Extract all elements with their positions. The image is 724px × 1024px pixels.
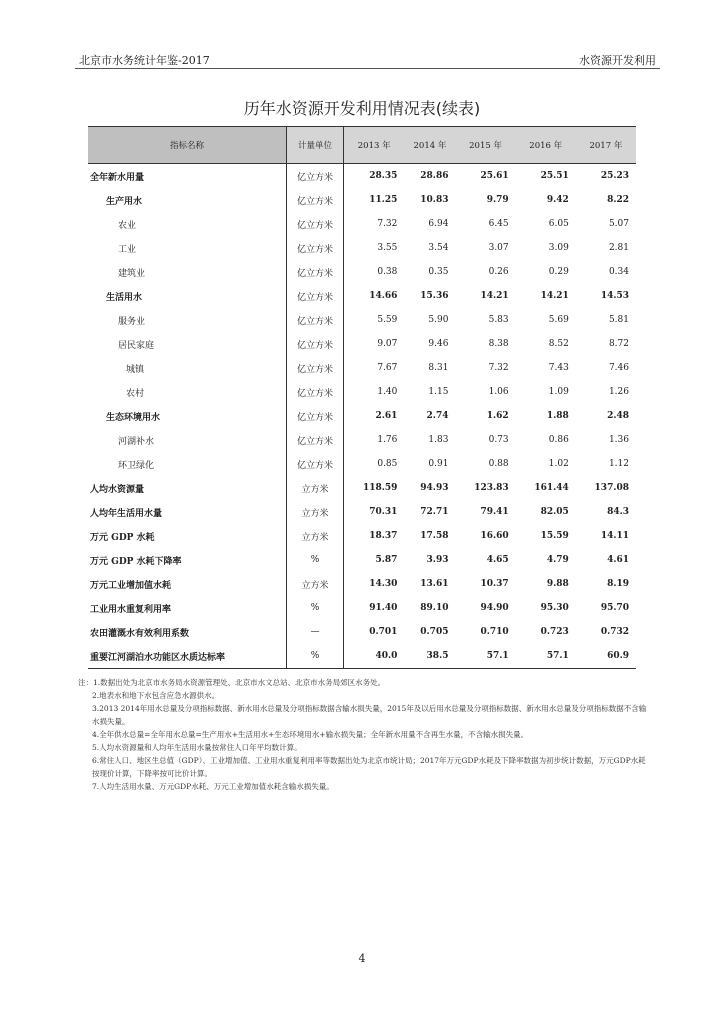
value-cell: 3.54: [428, 243, 449, 253]
table-row: [88, 308, 636, 332]
value-cell: 0.29: [548, 267, 569, 277]
table-row: [88, 596, 636, 620]
table-row: [88, 620, 636, 644]
value-cell: 10.83: [420, 195, 449, 205]
indicator-name: 工业: [118, 244, 137, 255]
value-cell: 0.91: [428, 459, 449, 469]
value-cell: 8.19: [607, 579, 629, 589]
column-header-year: 2015 年: [455, 127, 515, 164]
indicator-name: 重要江河湖泊水功能区水质达标率: [88, 644, 287, 669]
value-cell: 16.60: [480, 531, 509, 541]
value-cell: 5.83: [488, 315, 509, 325]
value-cell: 72.71: [420, 507, 449, 517]
value-cell: 57.1: [516, 644, 576, 669]
value-cell: 7.67: [377, 363, 398, 373]
value-cell: 8.72: [608, 339, 629, 349]
unit-cell: 立方米: [287, 500, 344, 524]
unit-cell: 亿立方米: [287, 260, 344, 284]
value-cell: 1.40: [377, 387, 398, 397]
indicator-name: 城镇: [126, 364, 145, 375]
table-header-row: [88, 127, 636, 164]
footnote: 4.全年供水总量=全年用水总量=生产用水+生活用水+生态环境用水+输水损失量；全年新水用量不含再生水量，不含输水损失量。: [92, 730, 529, 739]
value-cell: 1.62: [486, 411, 509, 421]
value-cell: 60.9: [576, 644, 636, 669]
table-row: [88, 260, 636, 284]
value-cell: 8.52: [548, 339, 569, 349]
value-cell: 0.723: [540, 627, 569, 637]
value-cell: 1.09: [548, 387, 569, 397]
value-cell: 4.61: [607, 555, 629, 565]
indicator-name: 居民家庭: [118, 340, 155, 351]
indicator-name: 环卫绿化: [118, 460, 155, 471]
indicator-name: 人均年生活用水量: [90, 508, 163, 519]
table-row: [88, 476, 636, 500]
value-cell: 57.1: [455, 644, 515, 669]
indicator-name: 万元 GDP 水耗: [90, 532, 155, 543]
value-cell: 5.81: [608, 315, 629, 325]
value-cell: 0.701: [369, 627, 398, 637]
table-row: [88, 164, 636, 189]
value-cell: 123.83: [474, 483, 509, 493]
value-cell: 94.90: [480, 603, 509, 613]
value-cell: 15.36: [420, 291, 449, 301]
value-cell: 3.09: [548, 243, 569, 253]
value-cell: 14.11: [600, 531, 629, 541]
value-cell: 0.26: [488, 267, 509, 277]
unit-cell: 亿立方米: [287, 284, 344, 308]
column-header-year: 2017 年: [576, 127, 636, 164]
value-cell: 38.5: [404, 644, 455, 669]
value-cell: 0.34: [608, 267, 629, 277]
table-row: [88, 500, 636, 524]
unit-cell: 立方米: [287, 524, 344, 548]
page-number: 4: [358, 952, 366, 965]
unit-cell: 亿立方米: [287, 380, 344, 404]
footnote: 注：1.数据出处为北京市水务局水资源管理处、北京市水文总站、北京市水务局郊区水务处。: [78, 678, 386, 687]
value-cell: 14.66: [369, 291, 398, 301]
indicator-name: 农村: [126, 388, 145, 399]
table-row: [88, 644, 636, 669]
value-cell: 1.88: [546, 411, 569, 421]
value-cell: 9.88: [546, 579, 569, 589]
footnotes: [78, 676, 650, 793]
value-cell: 94.93: [420, 483, 449, 493]
unit-cell: 亿立方米: [287, 236, 344, 260]
table-row: [88, 548, 636, 572]
value-cell: 6.05: [548, 219, 569, 229]
indicator-name: 人均水资源量: [90, 484, 145, 495]
table-row: [88, 188, 636, 212]
table-row: [88, 212, 636, 236]
indicator-name: 万元工业增加值水耗: [90, 580, 172, 591]
value-cell: 0.705: [420, 627, 449, 637]
column-header-unit: 计量单位: [287, 127, 344, 164]
value-cell: 9.79: [486, 195, 509, 205]
value-cell: 79.41: [480, 507, 509, 517]
value-cell: 5.87: [375, 555, 398, 565]
indicator-name: 生产用水: [106, 196, 143, 207]
value-cell: 118.59: [362, 483, 398, 493]
value-cell: 15.59: [540, 531, 569, 541]
column-header-year: 2014 年: [404, 127, 455, 164]
value-cell: 25.23: [600, 171, 629, 181]
value-cell: 0.35: [428, 267, 449, 277]
table-row: [88, 404, 636, 428]
value-cell: 5.69: [548, 315, 569, 325]
footnote: 5.人均水资源量和人均年生活用水量按常住人口年平均数计算。: [92, 743, 302, 752]
indicator-name: 建筑业: [118, 268, 146, 279]
value-cell: 3.93: [426, 555, 449, 565]
value-cell: 18.37: [369, 531, 398, 541]
value-cell: 0.73: [488, 435, 509, 445]
value-cell: 2.61: [375, 411, 398, 421]
running-header: [75, 50, 660, 69]
value-cell: 8.38: [488, 339, 509, 349]
value-cell: 9.42: [546, 195, 569, 205]
value-cell: 7.32: [488, 363, 509, 373]
indicator-name: 农业: [118, 220, 137, 231]
table-row: [88, 332, 636, 356]
value-cell: 7.43: [548, 363, 569, 373]
value-cell: 137.08: [594, 483, 629, 493]
value-cell: 1.76: [377, 435, 398, 445]
header-section-title: 水资源开发利用: [579, 54, 656, 67]
column-header-indicator: 指标名称: [88, 127, 287, 164]
value-cell: 95.70: [600, 603, 629, 613]
value-cell: 3.07: [488, 243, 509, 253]
unit-cell: %: [287, 596, 344, 620]
unit-cell: 亿立方米: [287, 212, 344, 236]
value-cell: 9.07: [377, 339, 398, 349]
value-cell: 8.31: [428, 363, 449, 373]
value-cell: 2.48: [607, 411, 629, 421]
value-cell: 5.07: [608, 219, 629, 229]
value-cell: 2.74: [426, 411, 449, 421]
value-cell: 28.35: [369, 171, 398, 181]
unit-cell: %: [287, 548, 344, 572]
table-row: [88, 428, 636, 452]
table-row: [88, 572, 636, 596]
indicator-name: 服务业: [118, 316, 146, 327]
unit-cell: 亿立方米: [287, 356, 344, 380]
indicator-name: 河湖补水: [118, 436, 155, 447]
water-resources-table: [88, 126, 636, 669]
footnote: 7.人均生活用水量、万元GDP水耗、万元工业增加值水耗含输水损失量。: [92, 782, 334, 791]
value-cell: 70.31: [369, 507, 398, 517]
table-body: [88, 164, 636, 669]
value-cell: 3.55: [377, 243, 398, 253]
value-cell: 95.30: [540, 603, 569, 613]
value-cell: 40.0: [344, 644, 405, 669]
unit-cell: 亿立方米: [287, 404, 344, 428]
unit-cell: 亿立方米: [287, 452, 344, 476]
value-cell: 0.38: [377, 267, 398, 277]
value-cell: 17.58: [420, 531, 449, 541]
value-cell: 14.53: [600, 291, 629, 301]
value-cell: 14.30: [369, 579, 398, 589]
unit-cell: 亿立方米: [287, 332, 344, 356]
value-cell: 4.65: [486, 555, 509, 565]
value-cell: 25.51: [540, 171, 569, 181]
indicator-name: 全年新水用量: [90, 172, 145, 183]
value-cell: 2.81: [608, 243, 629, 253]
column-header-year: 2016 年: [516, 127, 576, 164]
unit-cell: 亿立方米: [287, 428, 344, 452]
table-title: 历年水资源开发利用情况表(续表): [243, 99, 481, 118]
value-cell: 4.79: [546, 555, 569, 565]
unit-cell: —: [287, 620, 344, 644]
value-cell: 28.86: [420, 171, 449, 181]
table-row: [88, 452, 636, 476]
value-cell: 1.06: [488, 387, 509, 397]
value-cell: 91.40: [369, 603, 398, 613]
value-cell: 0.710: [480, 627, 509, 637]
value-cell: 25.61: [480, 171, 509, 181]
value-cell: 0.86: [548, 435, 569, 445]
value-cell: 5.90: [428, 315, 449, 325]
table-row: [88, 356, 636, 380]
header-yearbook-title: 北京市水务统计年鉴-2017: [79, 54, 210, 67]
value-cell: 10.37: [480, 579, 509, 589]
value-cell: 0.732: [600, 627, 629, 637]
indicator-name: 万元 GDP 水耗下降率: [90, 556, 182, 567]
indicator-name: 生活用水: [106, 292, 143, 303]
table-row: [88, 524, 636, 548]
footnote: 6.常住人口、地区生总值（GDP）、工业增加值、工业用水重复利用率等数据出处为北京市统计局；2017年万元GDP水耗及下降率数据为初步统计数据，万元GDP水耗按现价计算，下降率按可比价计算。: [92, 756, 646, 778]
unit-cell: 立方米: [287, 476, 344, 500]
unit-cell: 亿立方米: [287, 308, 344, 332]
indicator-name: 生态环境用水: [106, 412, 161, 423]
value-cell: 13.61: [420, 579, 449, 589]
value-cell: 6.94: [428, 219, 449, 229]
value-cell: 6.45: [488, 219, 509, 229]
indicator-name: 农田灌溉水有效利用系数: [90, 628, 190, 639]
value-cell: 82.05: [540, 507, 569, 517]
table-row: [88, 236, 636, 260]
value-cell: 5.59: [377, 315, 398, 325]
value-cell: 1.02: [548, 459, 569, 469]
column-header-year: 2013 年: [344, 127, 405, 164]
value-cell: 11.25: [369, 195, 398, 205]
unit-cell: %: [287, 644, 344, 669]
value-cell: 1.83: [428, 435, 449, 445]
footnote: 3.2013 2014年用水总量及分项指标数据、新水用水总量及分项指标数据含输水损失量，2015年及以后用水总量及分项指标数据、新水用水总量及分项指标数据不含输水损失量。: [92, 704, 647, 726]
indicator-name: 工业用水重复利用率: [90, 604, 172, 615]
value-cell: 89.10: [420, 603, 449, 613]
value-cell: 1.12: [608, 459, 629, 469]
value-cell: 7.32: [377, 219, 398, 229]
table-row: [88, 284, 636, 308]
value-cell: 14.21: [480, 291, 509, 301]
footnote: 2.地表水和地下水包含应急水源供水。: [92, 691, 220, 700]
value-cell: 1.36: [608, 435, 629, 445]
unit-cell: 亿立方米: [287, 164, 344, 189]
value-cell: 0.85: [377, 459, 398, 469]
value-cell: 1.26: [608, 387, 629, 397]
value-cell: 9.46: [428, 339, 449, 349]
unit-cell: 亿立方米: [287, 188, 344, 212]
value-cell: 161.44: [534, 483, 569, 493]
value-cell: 14.21: [540, 291, 569, 301]
unit-cell: 立方米: [287, 572, 344, 596]
value-cell: 7.46: [608, 363, 629, 373]
value-cell: 84.3: [607, 507, 629, 517]
value-cell: 0.88: [488, 459, 509, 469]
value-cell: 8.22: [607, 195, 629, 205]
value-cell: 1.15: [428, 387, 449, 397]
table-row: [88, 380, 636, 404]
